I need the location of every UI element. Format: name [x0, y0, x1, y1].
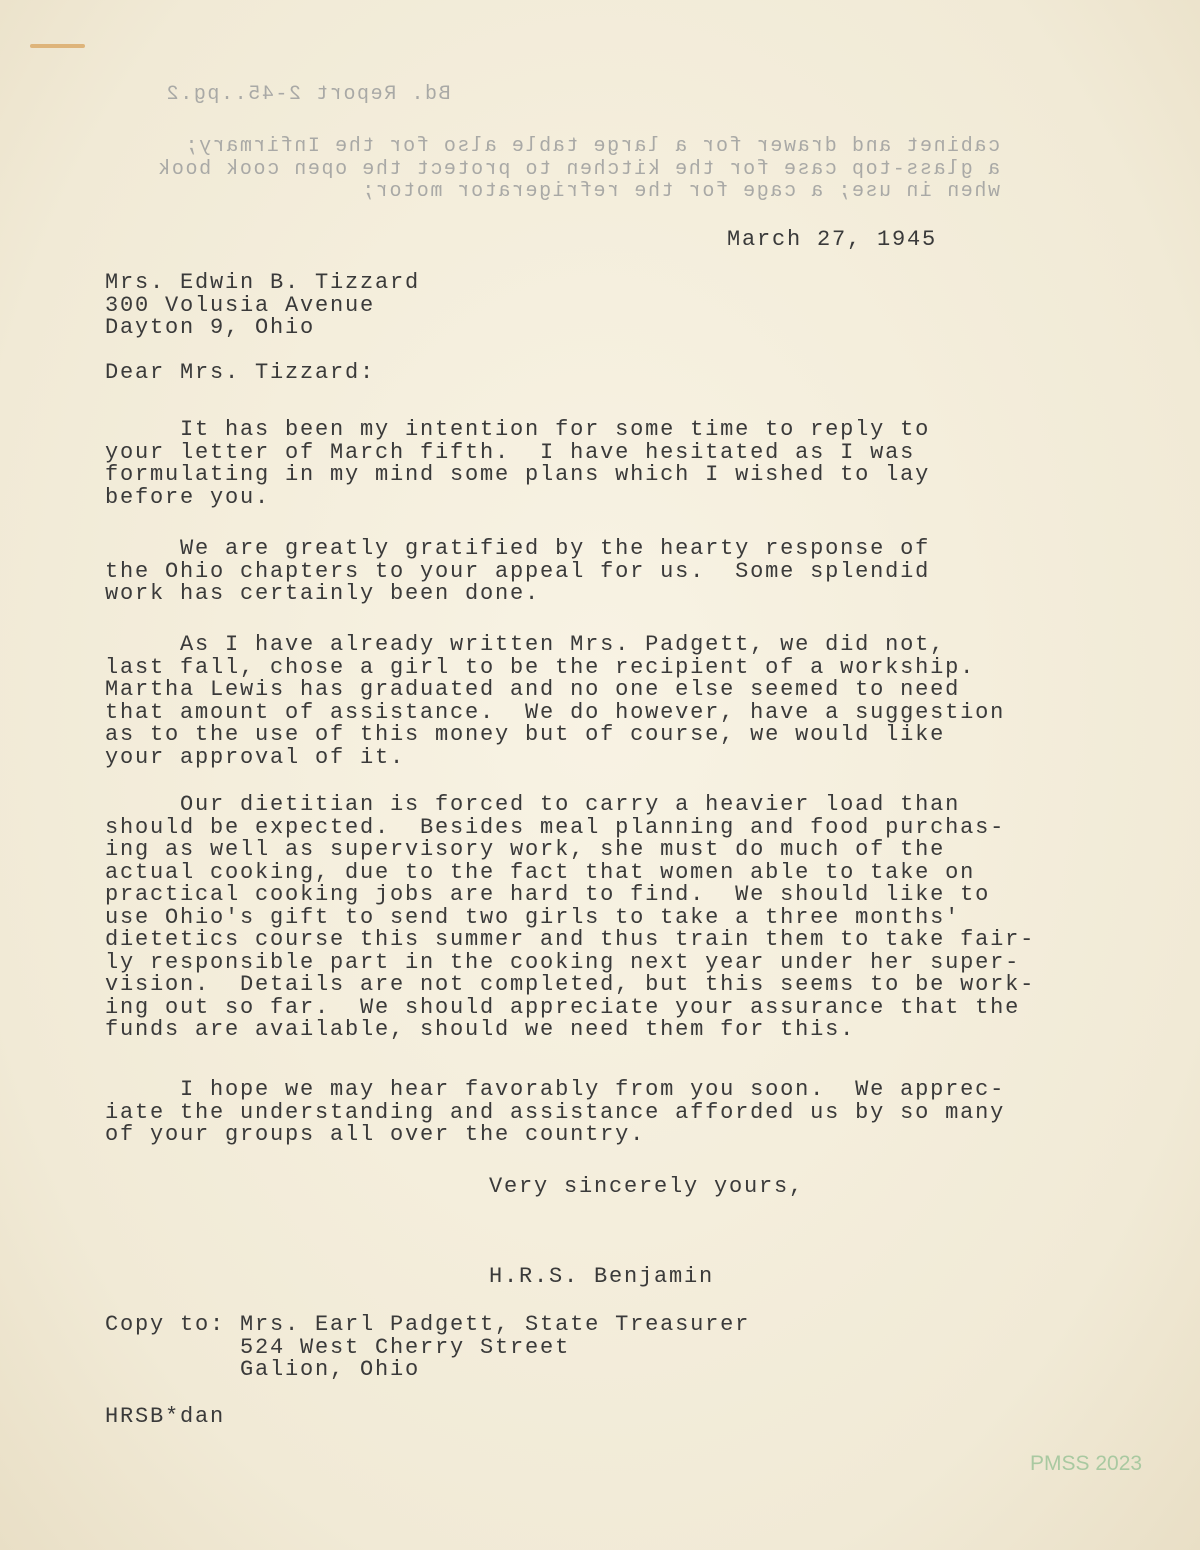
text-line: formulating in my mind some plans which I wished to lay [105, 462, 931, 487]
text-line: I hope we may hear favorably from you soon. We apprec- [105, 1077, 1006, 1102]
text-line: as to the use of this money but of course, we would like [105, 722, 946, 747]
pmss-watermark: PMSS 2023 [1030, 1452, 1143, 1475]
closing: Very sincerely yours, [489, 1174, 805, 1199]
text-line: when in use; a cage for the refrigerator motor; [360, 180, 1000, 203]
text-line: As I have already written Mrs. Padgett, we did not, [105, 632, 946, 657]
text-line: that amount of assistance. We do however, have a suggestion [105, 699, 1006, 725]
text-line: vision. Details are not completed, but this seems to be work- [105, 972, 1036, 997]
text-line: use Ohio's gift to send two girls to take a three months' [105, 904, 961, 930]
letter-date: March 27, 1945 [727, 227, 938, 252]
paragraph-1 [105, 419, 930, 509]
text-line: iate the understanding and assistance afforded us by so many [105, 1099, 1006, 1125]
text-line: Galion, Ohio [105, 1357, 421, 1382]
text-line: your approval of it. [105, 744, 406, 770]
text-line: funds are available, should we need them for this. [105, 1017, 856, 1042]
signature: H.R.S. Benjamin [489, 1264, 715, 1289]
text-line: Mrs. Edwin B. Tizzard [105, 270, 421, 295]
bleed-through-header: Bd. Report 2-45..pg.2 [165, 83, 451, 106]
text-line: work has certainly been done. [105, 581, 541, 606]
text-line: before you. [105, 484, 271, 510]
paragraph-3 [105, 634, 1005, 769]
text-line: 524 West Cherry Street [105, 1334, 571, 1360]
text-line: the Ohio chapters to your appeal for us. Some splendid [105, 558, 931, 584]
bleed-through-text [156, 135, 1000, 204]
typist-initials: HRSB*dan [105, 1404, 226, 1429]
paragraph-4 [105, 794, 1035, 1042]
paragraph-2 [105, 538, 930, 606]
text-line: a glass-top case for the kitchen to protect the open cook book [156, 157, 1000, 181]
text-line: your letter of March fifth. I have hesitated as I was [105, 439, 916, 465]
text-line: last fall, chose a girl to be the recipient of a workship. [105, 654, 976, 680]
text-line: Dayton 9, Ohio [105, 315, 316, 340]
text-line: dietetics course this summer and thus train them to take fair- [105, 927, 1036, 952]
text-line: ing out so far. We should appreciate your assurance that the [105, 994, 1021, 1020]
copy-to-block [105, 1314, 750, 1382]
text-line: Our dietitian is forced to carry a heavier load than [105, 792, 961, 817]
salutation: Dear Mrs. Tizzard: [105, 360, 376, 385]
text-line: of your groups all over the country. [105, 1122, 646, 1147]
text-line: ly responsible part in the cooking next year under her super- [105, 949, 1021, 975]
text-line: cabinet and drawer for a large table also for the Infirmary; [183, 135, 1000, 158]
paper-stain [30, 44, 85, 48]
text-line: Copy to: Mrs. Earl Padgett, State Treasurer [105, 1312, 751, 1337]
text-line: Martha Lewis has graduated and no one else seemed to need [105, 677, 961, 702]
text-line: actual cooking, due to the fact that women able to take on [105, 859, 976, 885]
text-line: practical cooking jobs are hard to find. We should like to [105, 882, 991, 907]
text-line: ing as well as supervisory work, she must do much of the [105, 837, 946, 862]
paragraph-5 [105, 1079, 1005, 1147]
recipient-address [105, 272, 420, 340]
text-line: should be expected. Besides meal planning and food purchas- [105, 814, 1006, 840]
text-line: It has been my intention for some time to reply to [105, 417, 931, 442]
text-line: We are greatly gratified by the hearty response of [105, 536, 931, 561]
text-line: 300 Volusia Avenue [105, 292, 376, 318]
